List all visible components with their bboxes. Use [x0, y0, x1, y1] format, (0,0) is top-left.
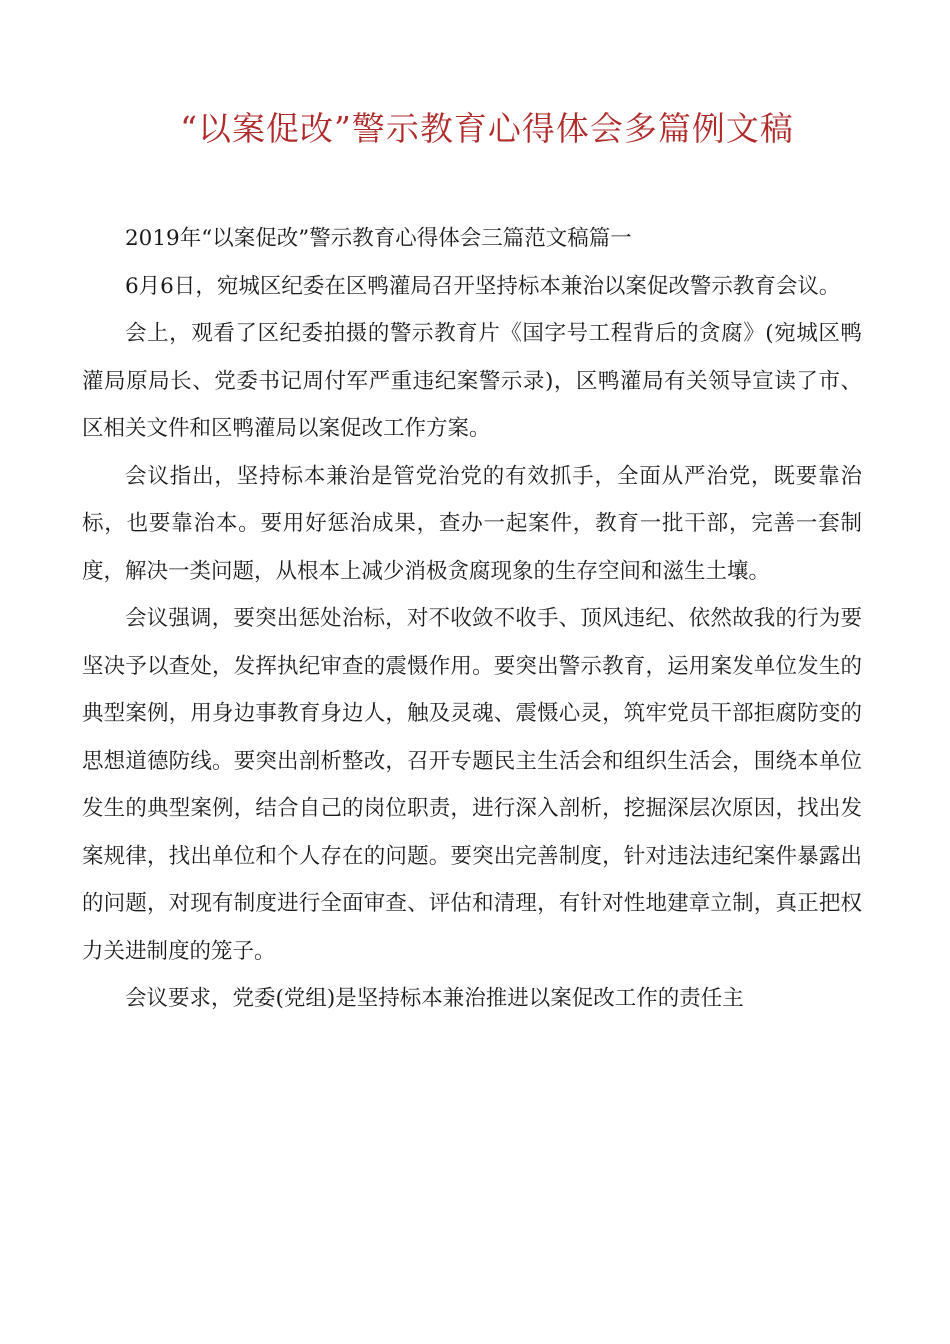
paragraph: 会议指出，坚持标本兼治是管党治党的有效抓手，全面从严治党，既要靠治标，也要靠治本。要用好惩治成果，查办一起案件，教育一批干部，完善一套制度，解决一类问题，从根本上减少消极贪腐现象的生存空间和滋生土壤。	[82, 463, 862, 584]
paragraph: 会议强调，要突出惩处治标，对不收敛不收手、顶风违纪、依然故我的行为要坚决予以查处，发挥执纪审查的震慑作用。要突出警示教育，运用案发单位发生的典型案例，用身边事教育身边人，触及灵魂、震慑心灵，筑牢党员干部拒腐防变的思想道德防线。要突出剖析整改，召开专题民主生活会和组织生活会，围绕本单位发生的典型案例，结合自己的岗位职责，进行深入剖析，挖掘深层次原因，找出发案规律，找出单位和个人存在的问题。要突出完善制度，针对违法违纪案件暴露出的问题，对现有制度进行全面审查、评估和清理，有针对性地建章立制，真正把权力关进制度的笼子。	[82, 606, 862, 964]
paragraph: 6月6日，宛城区纪委在区鸭灌局召开坚持标本兼治以案促改警示教育会议。	[125, 273, 841, 299]
paragraph: 会上，观看了区纪委拍摄的警示教育片《国字号工程背后的贪腐》(宛城区鸭灌局原局长、党委书记周付军严重违纪案警示录)，区鸭灌局有关领导宣读了市、区相关文件和区鸭灌局以案促改工作方案。	[82, 321, 862, 441]
document-body	[82, 215, 862, 1023]
paragraph-subtitle: 2019年“以案促改”警示教育心得体会三篇范文稿篇一	[125, 226, 632, 251]
document-title: “以案促改”警示教育心得体会多篇例文稿	[180, 109, 794, 148]
paragraph: 会议要求，党委(党组)是坚持标本兼治推进以案促改工作的责任主	[125, 986, 744, 1011]
